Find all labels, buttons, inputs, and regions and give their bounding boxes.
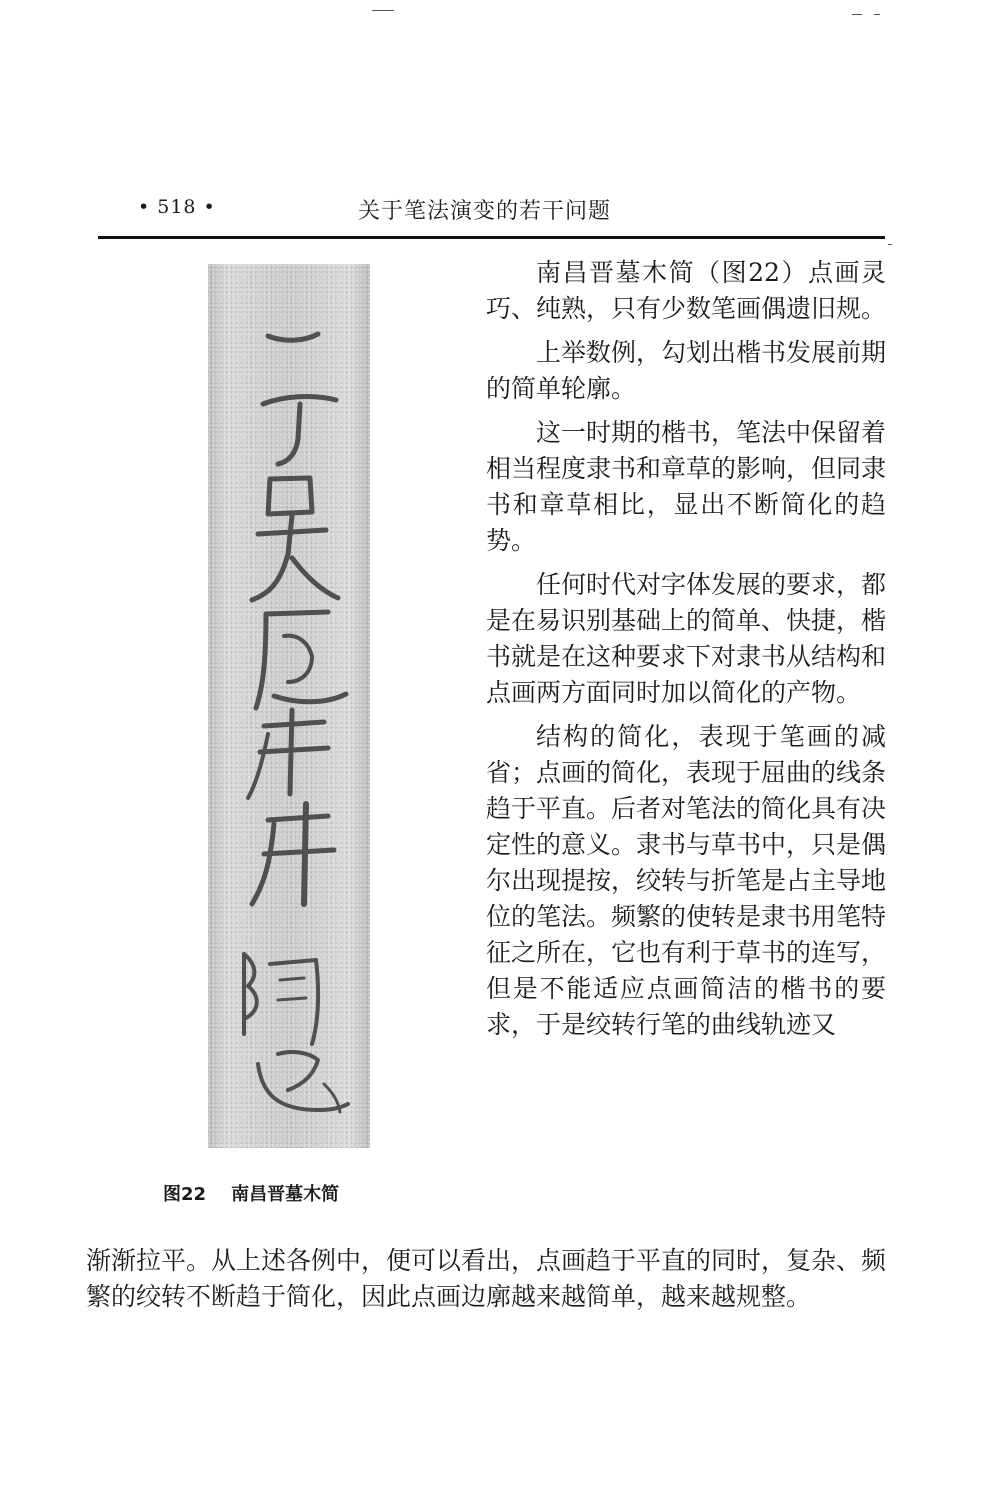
paragraph-5-continued: 渐渐拉平。从上述各例中，便可以看出，点画趋于平直的同时，复杂、频繁的绞转不断趋于简化，因此点画边廓越来越简单，越来越规整。 (86, 1246, 887, 1311)
wooden-slip-image (208, 264, 370, 1148)
full-width-text (86, 1243, 886, 1315)
running-title: 关于笔法演变的若干问题 (358, 199, 612, 224)
figure-caption: 图22 南昌晋墓木简 (163, 1184, 340, 1205)
slip-ink-strokes (208, 264, 370, 1148)
paragraph-4: 任何时代对字体发展的要求，都是在易识别基础上的简单、快捷，楷书就是在这种要求下对隶书从结构和点画两方面同时加以简化的产物。 (486, 570, 887, 707)
paragraph-3: 这一时期的楷书，笔法中保留着相当程度隶书和章草的影响，但同隶书和章草相比，显出不断简化的趋势。 (486, 418, 887, 555)
page-header (100, 196, 885, 236)
paragraph-2: 上举数例，勾划出楷书发展前期的简单轮廓。 (486, 338, 887, 403)
header-rule (98, 236, 885, 239)
page-number: • 518 • (138, 196, 216, 218)
paragraph-5: 结构的简化，表现于笔画的减省；点画的简化，表现于屈曲的线条趋于平直。后者对笔法的简化具有决定性的意义。隶书与草书中，只是偶尔出现提按，绞转与折笔是占主导地位的笔法。频繁的使转是隶书用笔特征之所在，它也有利于草书的连写，但是不能适应点画简洁的楷书的要求，于是绞转行笔的曲线轨迹又 (486, 722, 887, 1039)
paragraph-1: 南昌晋墓木简（图22）点画灵巧、纯熟，只有少数笔画偶遗旧规。 (486, 258, 887, 323)
right-column-text (486, 255, 886, 1043)
